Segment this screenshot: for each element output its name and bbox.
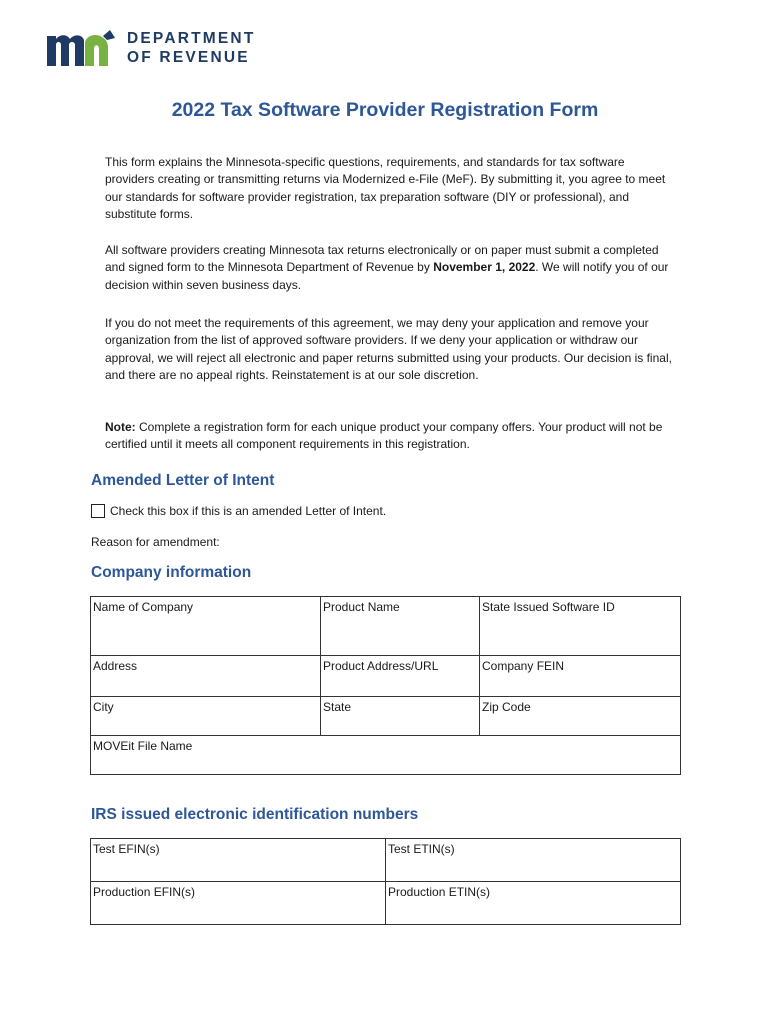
note-text: Complete a registration form for each unique product your company offers. Your product will not be certified until it meets all component requirements in this registration. — [105, 420, 663, 452]
state-label: State — [323, 700, 352, 714]
state-field[interactable] — [321, 697, 480, 736]
amended-checkbox[interactable] — [91, 504, 105, 518]
logo-line-1: DEPARTMENT — [127, 30, 256, 47]
page-title: 2022 Tax Software Provider Registration Form — [171, 99, 599, 121]
logo-line-2: OF REVENUE — [127, 49, 250, 66]
amended-checkbox-row — [91, 504, 386, 518]
intro-p2-tail: . We will notify you of our decision within seven business days. — [105, 260, 669, 292]
irs-heading: IRS issued electronic identification numbers — [91, 806, 419, 823]
product-name-label: Product Name — [323, 600, 400, 614]
amended-checkbox-label: Check this box if this is an amended Letter of Intent. — [110, 504, 387, 518]
irs-id-table — [90, 838, 681, 925]
test-efin-label: Test EFIN(s) — [93, 842, 160, 856]
product-address-label: Product Address/URL — [323, 659, 439, 673]
moveit-file-name-label: MOVEit File Name — [93, 739, 193, 753]
production-etin-label: Production ETIN(s) — [388, 885, 491, 899]
amended-heading: Amended Letter of Intent — [91, 472, 275, 489]
zip-code-label: Zip Code — [482, 700, 531, 714]
address-label: Address — [93, 659, 138, 673]
note-paragraph — [105, 419, 675, 454]
test-etin-label: Test ETIN(s) — [388, 842, 455, 856]
note-label: Note: — [105, 420, 136, 434]
company-fein-label: Company FEIN — [482, 659, 565, 673]
production-efin-label: Production EFIN(s) — [93, 885, 196, 899]
company-fein-field[interactable] — [480, 656, 681, 697]
product-name-field[interactable] — [321, 597, 480, 656]
city-label: City — [93, 700, 114, 714]
software-id-field[interactable] — [480, 597, 681, 656]
company-name-field[interactable] — [91, 597, 321, 656]
reason-for-amendment-label: Reason for amendment: — [91, 535, 220, 549]
production-etin-field[interactable] — [386, 882, 681, 925]
address-field[interactable] — [91, 656, 321, 697]
city-field[interactable] — [91, 697, 321, 736]
zip-code-field[interactable] — [480, 697, 681, 736]
company-info-table — [90, 596, 681, 775]
minnesota-logo-mark-icon — [47, 30, 115, 66]
intro-p2-text: All software providers creating Minnesota tax returns electronically or on paper must submit a completed and signed form to the Minnesota Department of Revenue by — [105, 243, 659, 275]
moveit-file-name-field[interactable] — [91, 736, 681, 775]
test-efin-field[interactable] — [91, 839, 386, 882]
intro-paragraph-1: This form explains the Minnesota-specific questions, requirements, and standards for tax software providers creating or transmitting returns via Modernized e-File (MeF). By submitting it, you agree to meet our standards for software provider registration, tax preparation software (DIY or professional), and substitute forms. — [105, 155, 666, 222]
department-logo — [47, 28, 256, 68]
intro-paragraph-3: If you do not meet the requirements of this agreement, we may deny your application and remove your organization from the list of approved software providers. If we deny your application or withdraw our approval, we will reject all electronic and paper returns submitted using your products. Our decision is final, and there are no appeal rights. Reinstatement is at our sole discretion. — [105, 316, 672, 383]
deadline-date: November 1, 2022 — [433, 260, 536, 275]
company-heading: Company information — [91, 564, 252, 581]
software-id-label: State Issued Software ID — [482, 600, 615, 614]
production-efin-field[interactable] — [91, 882, 386, 925]
company-name-label: Name of Company — [93, 600, 194, 614]
test-etin-field[interactable] — [386, 839, 681, 882]
product-address-field[interactable] — [321, 656, 480, 697]
intro-paragraph-2 — [105, 242, 675, 294]
